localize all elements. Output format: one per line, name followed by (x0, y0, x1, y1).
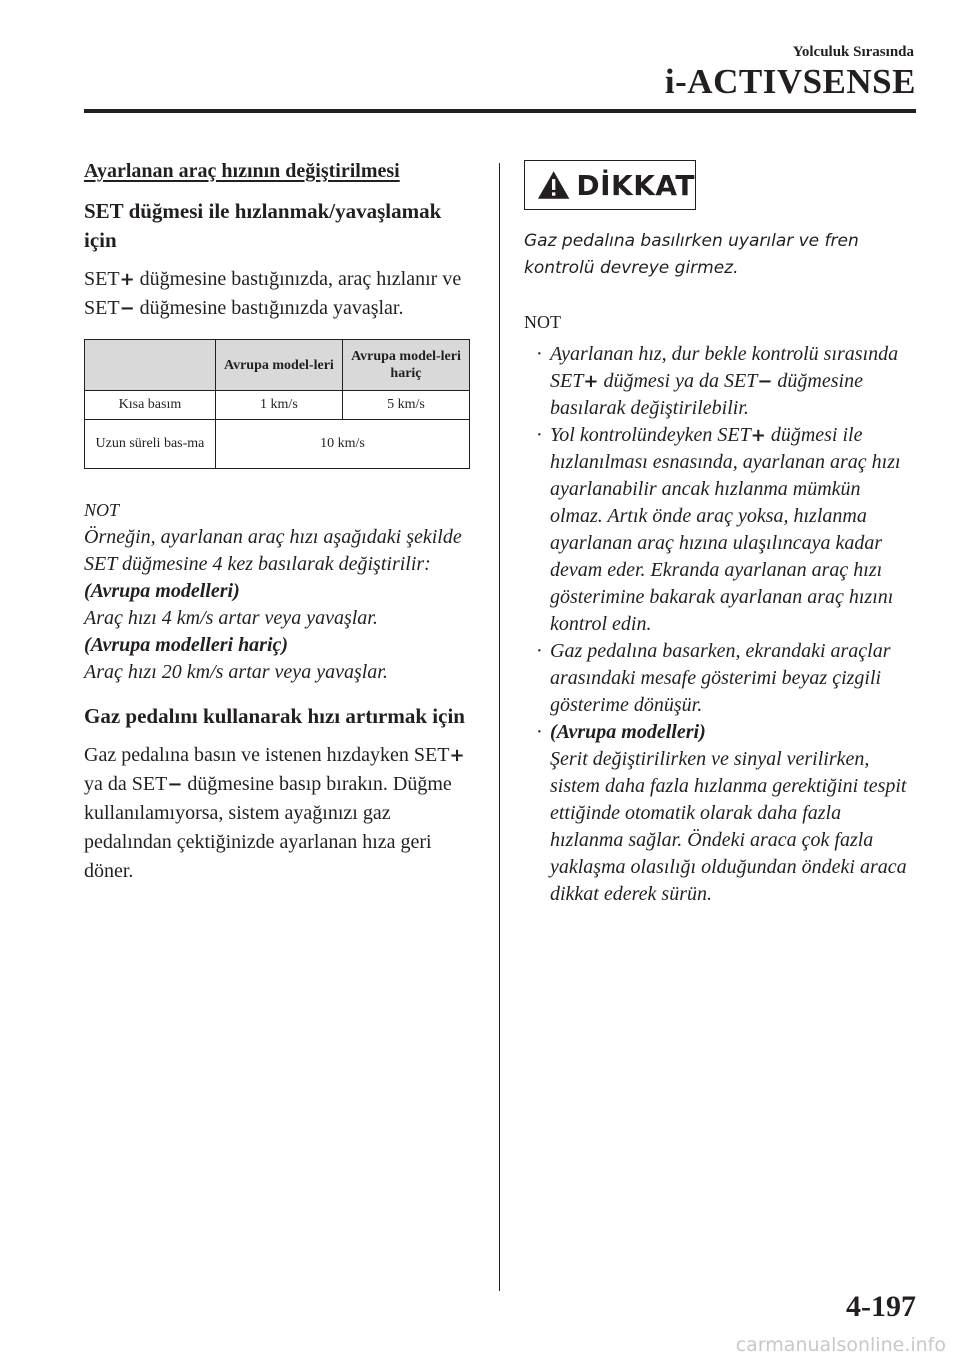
table-cell: Kısa basım (85, 391, 216, 420)
table-cell: 1 km/s (215, 391, 342, 420)
subheading-accelerator: Gaz pedalını kullanarak hızı artırmak için (84, 704, 465, 728)
plus-symbol: + (583, 371, 599, 392)
note-non-eu-label: (Avrupa modelleri hariç) (84, 634, 289, 656)
table-cell: 10 km/s (215, 420, 469, 469)
right-column (524, 158, 916, 908)
warning-triangle-icon (537, 170, 570, 200)
bullet: · (536, 343, 543, 365)
table-cell: Uzun süreli bas-ma (85, 420, 216, 469)
list-item: · Yol kontrolündeyken SET+ düğmesi ile hızlanılması esnasında, ayarlanan araç hızı ayarlanabilir ancak hızlanma mümkün olmaz. Artık önde araç yoksa, hızlanma ayarlanan araç hızına ulaşılıncaya kadar devam eder. Ekranda ayarlanan araç hızı gösterimine bakarak ayarlanan araç hızını kontrol edin. (536, 424, 901, 635)
page-number: 4-197 (846, 1290, 916, 1323)
note-intro: Örneğin, ayarlanan araç hızı aşağıdaki şekilde SET düğmesine 4 kez basılarak değiştirilir: (84, 526, 462, 575)
note-eu-label: (Avrupa modelleri) (84, 580, 240, 602)
table-header-cell (85, 340, 216, 391)
warning-text: Gaz pedalına basılırken uyarılar ve fren kontrolü devreye girmez. (524, 231, 859, 278)
header-section: Yolculuk Sırasında (792, 44, 914, 60)
list-item: · (Avrupa modelleri) Şerit değiştirilirken ve sinyal verilirken, sistem daha fazla hızlanma gerektiğini tespit ettiğinde otomatik olarak daha fazla hızlanma sağlar. Öndeki araca çok fazla yaklaşma olasılığı olduğundan öndeki araca dikkat ederek sürün. (536, 721, 907, 905)
note-non-eu-text: Araç hızı 20 km/s artar veya yavaşlar. (84, 661, 388, 683)
minus-symbol: − (167, 774, 183, 795)
bullet: · (536, 424, 543, 446)
paragraph-accelerator: Gaz pedalına basın ve istenen hızdayken SET+ ya da SET− düğmesine basıp bırakın. Düğme kullanılamıyorsa, sistem ayağınızı gaz pedalından çektiğinizde ayarlanan hıza geri döner. (84, 744, 465, 882)
header-rule (84, 109, 916, 113)
list-item: · Gaz pedalına basarken, ekrandaki araçlar arasındaki mesafe gösterimi beyaz çizgili gösterime dönüşür. (536, 640, 891, 716)
bullet: · (536, 640, 543, 662)
header-title: i-ACTIVSENSE (664, 62, 916, 101)
plus-symbol: + (119, 269, 135, 290)
paragraph-set-button: SET+ düğmesine bastığınızda, araç hızlanır ve SET− düğmesine bastığınızda yavaşlar. (84, 268, 462, 319)
table-row (85, 420, 470, 469)
table-cell: 5 km/s (342, 391, 469, 420)
note-label: NOT (524, 312, 561, 332)
bullet: · (536, 721, 543, 743)
left-column (84, 158, 472, 902)
plus-symbol: + (750, 425, 766, 446)
speed-step-table (84, 339, 470, 469)
plus-symbol: + (449, 745, 465, 766)
table-row (85, 391, 470, 420)
minus-symbol: − (757, 371, 773, 392)
warning-box (524, 160, 696, 210)
table-header-cell: Avrupa model-leri hariç (342, 340, 469, 391)
subheading-set-button: SET düğmesi ile hızlanmak/yavaşlamak için (84, 199, 442, 252)
list-item: · Ayarlanan hız, dur bekle kontrolü sırasında SET+ düğmesi ya da SET− düğmesine basılarak değiştirilebilir. (536, 343, 899, 419)
table-header-row (85, 340, 470, 391)
note-label: NOT (84, 500, 120, 520)
column-divider (499, 163, 500, 1291)
minus-symbol: − (119, 298, 135, 319)
list-item-label: (Avrupa modelleri) (550, 721, 706, 743)
note-eu-text: Araç hızı 4 km/s artar veya yavaşlar. (84, 607, 378, 629)
watermark: carmanualsonline.info (735, 1334, 946, 1356)
note-list (524, 341, 916, 908)
table-header-cell: Avrupa model-leri (215, 340, 342, 391)
section-heading: Ayarlanan araç hızının değiştirilmesi (84, 160, 400, 182)
warning-label: DİKKAT (576, 168, 695, 202)
